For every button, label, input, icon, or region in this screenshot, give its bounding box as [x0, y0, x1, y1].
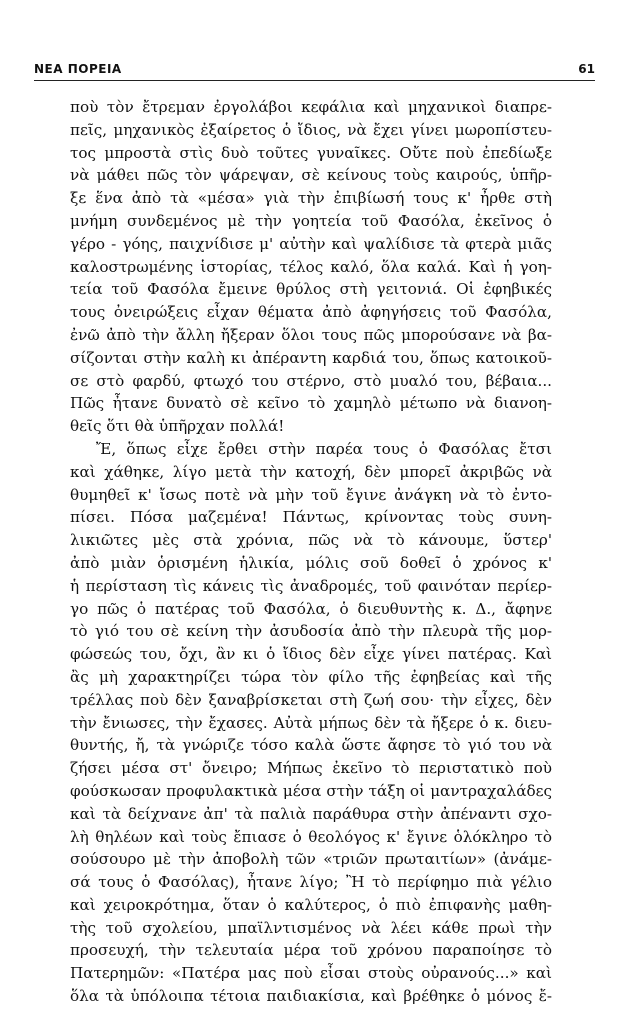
text-line: καὶ χάθηκε, λίγο μετὰ τὴν κατοχή, δὲν μπορεῖ ἀκριβῶς νὰ [70, 462, 552, 481]
text-line: σε στὸ φαρδύ, φτωχό του στέρνο, στὸ μυαλό του, βέβαια... [70, 371, 552, 390]
body-text [70, 96, 552, 1008]
text-line: σούσουρο μὲ τὴν ἀποβολὴ τῶν «τριῶν πρωταιτίων» (ἀνάμε- [70, 850, 552, 869]
text-line: τος μπροστὰ στὶς δυὸ τοῦτες γυναῖκες. Οὔτε ποὺ ἐπεδίωξε [70, 143, 552, 162]
text-line: ἐνῶ ἀπὸ τὴν ἄλλη ἤξεραν ὅλοι τους πῶς μπορούσανε νὰ βα- [70, 325, 552, 344]
text-line: Ἔ, ὅπως εἶχε ἔρθει στὴν παρέα τους ὁ Φασόλας ἔτσι [96, 439, 552, 458]
text-line: σίζονται στὴν καλὴ κι ἀπέραντη καρδιά του, ὅπως κατοικοῦ- [70, 348, 552, 367]
text-line: τὴς τοῦ σχολείου, μπαϊλντισμένος νὰ λέει κάθε πρωὶ τὴν [70, 918, 552, 937]
text-line: τους ὀνειρώξεις εἶχαν θέματα ἀπὸ ἀφηγήσεις τοῦ Φασόλα, [70, 303, 552, 322]
text-line: προσευχή, τὴν τελευταία μέρα τοῦ χρόνου παραποίησε τὸ [70, 941, 552, 960]
text-line: ποὺ τὸν ἔτρεμαν ἐργολάβοι κεφάλια καὶ μηχανικοὶ διαπρε- [70, 98, 552, 116]
text-line: σά τους ὁ Φασόλας), ἦτανε λίγο; Ἢ τὸ περίφημο πιὰ γέλιο [70, 873, 552, 892]
header-rule [34, 80, 595, 81]
text-line: τὸ γιό του σὲ κείνη τὴν ἀσυδοσία ἀπὸ τὴν πλευρὰ τῆς μορ- [70, 622, 552, 641]
text-line: λὴ θηλέων καὶ τοὺς ἔπιασε ὁ θεολόγος κ' ἔγινε ὁλόκληρο τὸ [70, 827, 552, 846]
text-line: πεῖς, μηχανικὸς ἐξαίρετος ὁ ἴδιος, νὰ ἔχει γίνει μωροπίστευ- [70, 120, 552, 139]
text-line: καὶ τὰ δείχνανε ἀπ' τὰ παλιὰ παράθυρα στὴν ἀπέναντι σχο- [70, 804, 552, 823]
text-line: φώσεώς του, ὄχι, ἂν κι ὁ ἴδιος δὲν εἶχε γίνει πατέρας. Καὶ [70, 645, 552, 664]
text-line: ἡ περίσταση τὶς κάνεις τὶς ἀναδρομές, τοῦ φαινόταν περίερ- [70, 576, 552, 595]
text-line: τὴν ἔνιωσες, τὴν ἔχασες. Αὐτὰ μήπως δὲν τὰ ἤξερε ὁ κ. διευ- [70, 713, 552, 732]
text-line: ξε ἕνα ἀπὸ τὰ «μέσα» γιὰ τὴν ἐπιβίωσή τους κ' ἦρθε στὴ [70, 189, 552, 208]
text-line: τρέλλας ποὺ δὲν ξαναβρίσκεται στὴ ζωή σου· τὴν εἶχες, δὲν [70, 690, 552, 709]
running-header [34, 60, 595, 80]
text-line: καλοστρωμένης ἱστορίας, τέλος καλό, ὅλα καλά. Καὶ ἡ γοη- [70, 257, 552, 276]
text-line: Πατερημῶν: «Πατέρα μας ποὺ εἶσαι στοὺς οὐρανούς...» καὶ [70, 964, 552, 983]
text-line: νὰ μάθει πῶς τὸν ψάρεψαν, σὲ κείνους τοὺς καιρούς, ὑπῆρ- [70, 166, 552, 185]
text-line: λικιῶτες μὲς στὰ χρόνια, πῶς νὰ τὸ κάνουμε, ὕστερ' [70, 531, 552, 550]
text-line: ἂς μὴ χαρακτηρίζει τώρα τὸν φίλο τῆς ἐφηβείας καὶ τῆς [70, 667, 552, 686]
text-line: ἀπὸ μιὰν ὁρισμένη ἡλικία, μόλις σοῦ δοθεῖ ὁ χρόνος κ' [70, 553, 552, 572]
text-line: θυμηθεῖ κ' ἴσως ποτὲ νὰ μὴν τοῦ ἔγινε ἀνάγκη νὰ τὸ ἐντο- [70, 485, 552, 504]
text-line: θεῖς ὅτι θὰ ὑπῆρχαν πολλά! [70, 417, 285, 436]
text-line: Πῶς ἦτανε δυνατὸ σὲ κεῖνο τὸ χαμηλὸ μέτωπο νὰ διανοη- [70, 394, 552, 413]
text-line: ζήσει μέσα στ' ὄνειρο; Μήπως ἐκεῖνο τὸ περιστατικὸ ποὺ [70, 759, 552, 778]
text-line: μνήμη συνδεμένος μὲ τὴν γοητεία τοῦ Φασόλα, ἐκεῖνος ὁ [70, 211, 552, 230]
text-line: ὅλα τὰ ὑπόλοιπα τέτοια παιδιακίσια, καὶ βρέθηκε ὁ μόνος ἔ- [70, 987, 552, 1006]
text-line: φούσκωσαν προφυλακτικὰ μέσα στὴν τάξη οἱ μαντραχαλάδες [70, 781, 552, 800]
text-line: καὶ χειροκρότημα, ὅταν ὁ καλύτερος, ὁ πιὸ ἐπιφανὴς μαθη- [70, 895, 552, 914]
text-line: γέρο - γόης, παιχνίδισε μ' αὐτὴν καὶ ψαλίδισε τὰ φτερὰ μιᾶς [70, 234, 552, 253]
journal-title: ΝΕΑ ΠΟΡΕΙΑ [34, 62, 122, 76]
text-line: πίσει. Πόσα μαζεμένα! Πάντως, κρίνοντας τοὺς συνη- [70, 508, 552, 527]
text-line: θυντής, ἤ, τὰ γνώριζε τόσο καλὰ ὥστε ἄφησε τὸ γιό του νὰ [70, 736, 552, 755]
text-line: γο πῶς ὁ πατέρας τοῦ Φασόλα, ὁ διευθυντὴς κ. Δ., ἄφηνε [70, 599, 552, 618]
text-line: τεία τοῦ Φασόλα ἔμεινε θρύλος στὴ γειτονιά. Οἱ ἐφηβικές [70, 280, 552, 299]
page-number: 61 [578, 62, 595, 76]
